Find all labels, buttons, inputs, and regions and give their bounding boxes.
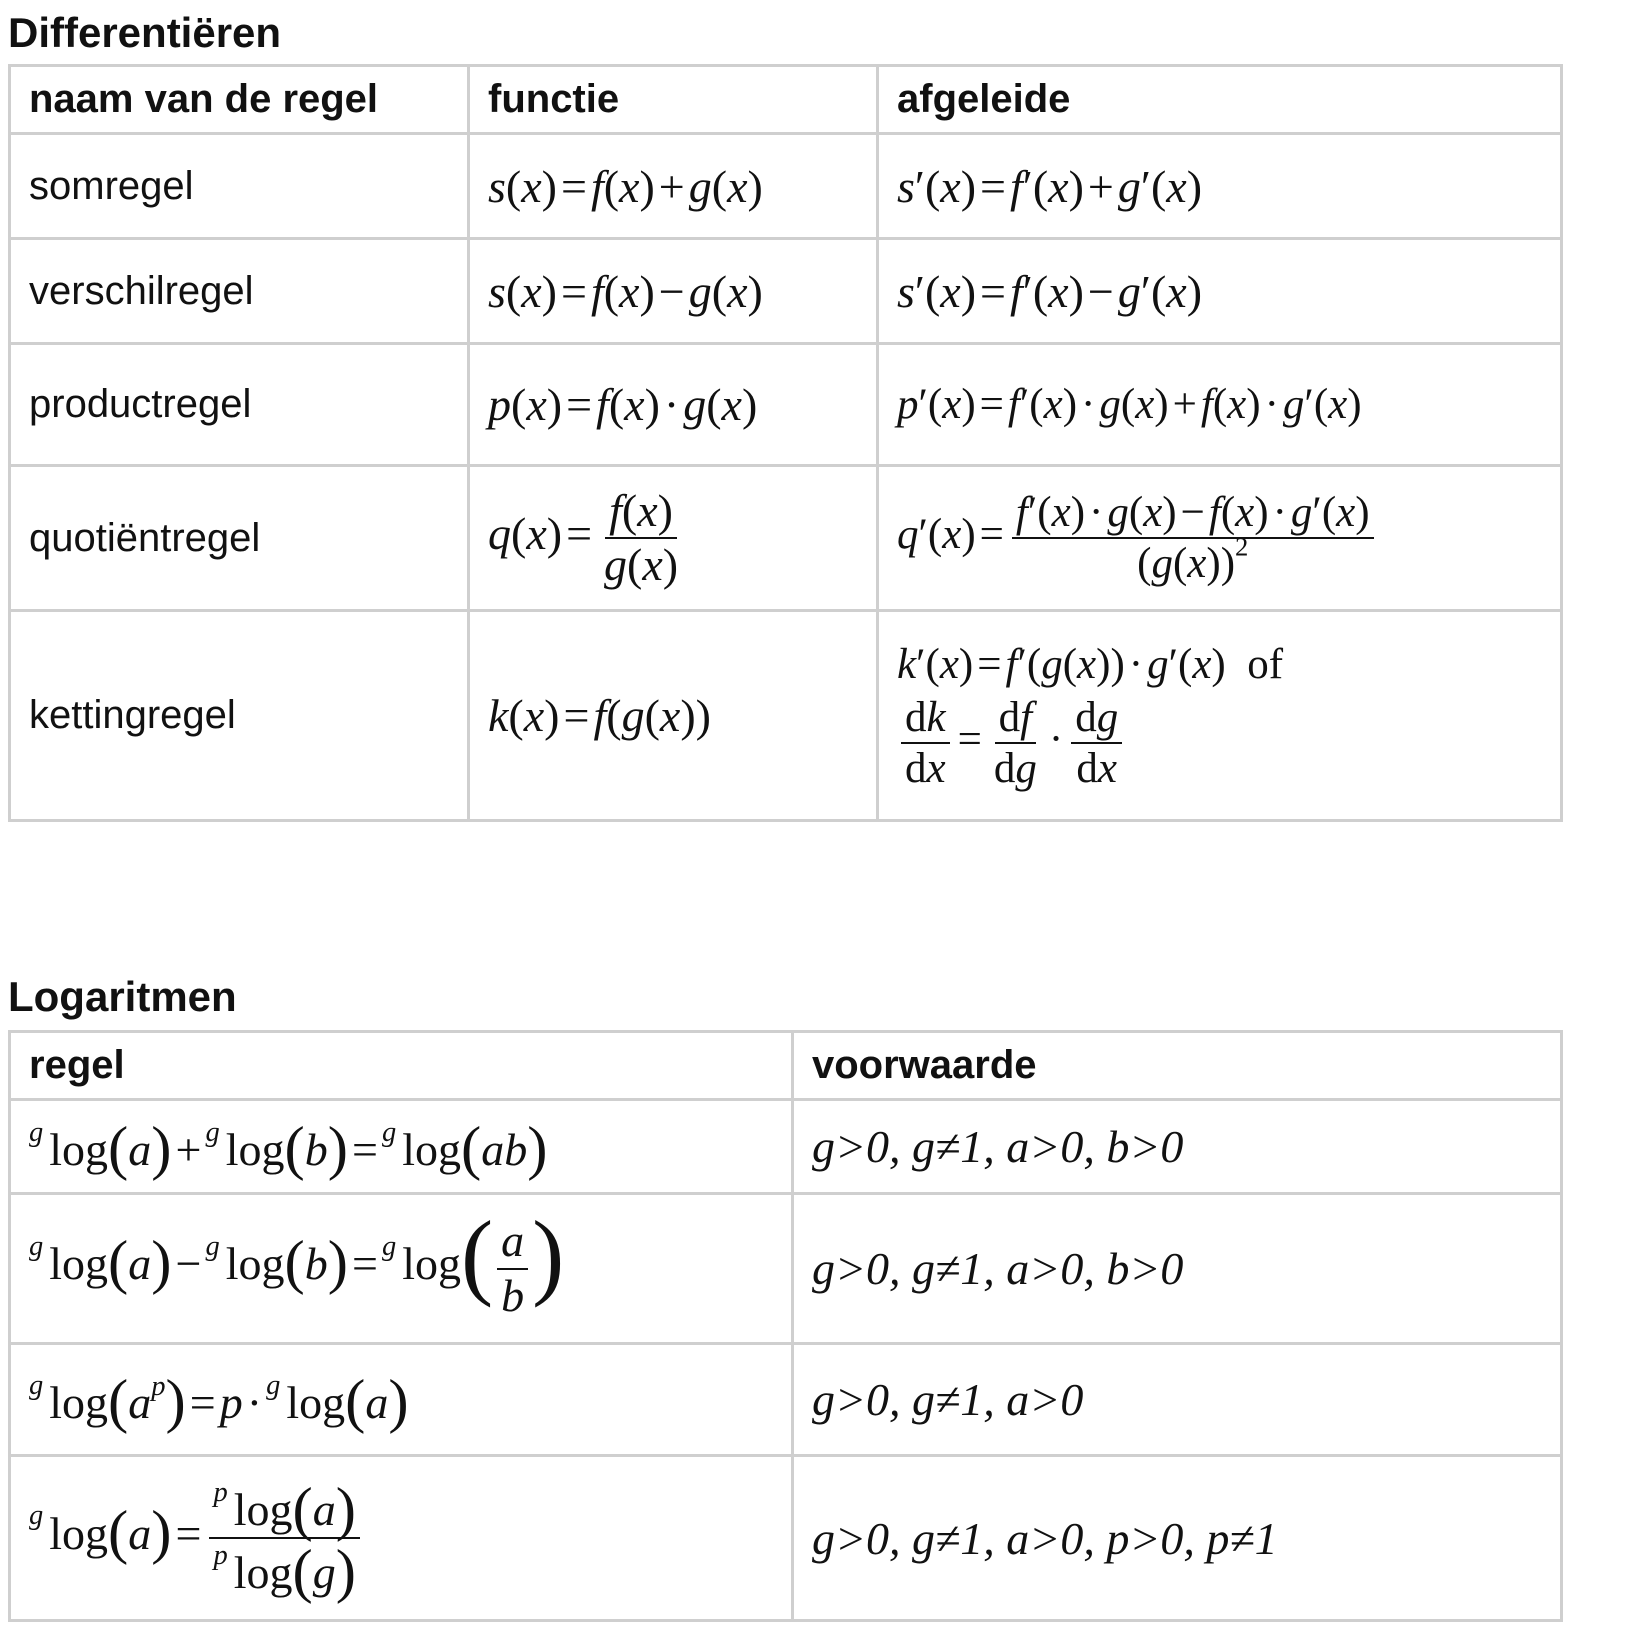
function-formula: q(x)= $\frac{f(x)}{g(x)}$: [469, 466, 878, 611]
table-row-productregel: [10, 344, 1562, 466]
rule-name: verschilregel: [10, 239, 469, 344]
header-rule: regel: [10, 1032, 793, 1100]
header-condition: voorwaarde: [793, 1032, 1562, 1100]
header-derivative: afgeleide: [878, 66, 1562, 134]
differentiation-table: [8, 64, 1563, 822]
table-row: [10, 1344, 1562, 1456]
table-row-verschilregel: [10, 239, 1562, 344]
table-row: [10, 1194, 1562, 1344]
logaritmen-title: Logaritmen: [8, 973, 237, 1020]
header-function: functie: [469, 66, 878, 134]
log-condition: g>0, g≠1, a>0: [793, 1344, 1562, 1456]
log-rule-formula: $^g$ log(a)− $^g$ log(b)= $^g$ log( $\frac{a}{b}$ ): [10, 1194, 793, 1344]
table-row-quotientregel: [10, 466, 1562, 611]
rule-name: productregel: [10, 344, 469, 466]
rule-name: kettingregel: [10, 611, 469, 821]
derivative-formula: q′(x)= $\frac{f'(x)\cdot g(x)-f(x)\cdot g'(x)}{(g(x))^2}$: [878, 466, 1562, 611]
differentieren-title: Differentiëren: [8, 9, 282, 56]
derivative-formula: s′(x)=f′(x)+g′(x): [878, 134, 1562, 239]
log-condition: g>0, g≠1, a>0, b>0: [793, 1194, 1562, 1344]
table-row: [10, 1100, 1562, 1194]
rule-name: somregel: [10, 134, 469, 239]
table-row-kettingregel: [10, 611, 1562, 821]
log-rule-formula: $^g$ log(a)+ $^g$ log(b)= $^g$ log(ab): [10, 1100, 793, 1194]
table-header-row: [10, 66, 1562, 134]
function-formula: s(x)=f(x)−g(x): [469, 239, 878, 344]
derivative-formula: p′(x)=f′(x)·g(x)+f(x)·g′(x): [878, 344, 1562, 466]
function-formula: k(x)=f(g(x)): [469, 611, 878, 821]
log-condition: g>0, g≠1, a>0, b>0: [793, 1100, 1562, 1194]
header-rule-name: naam van de regel: [10, 66, 469, 134]
log-condition: g>0, g≠1, a>0, p>0, p≠1: [793, 1456, 1562, 1621]
logarithm-table: [8, 1030, 1563, 1622]
rule-name: quotiëntregel: [10, 466, 469, 611]
log-rule-formula: $^g$ log(a)= $\frac{^p \log(a)}{^p \log(g)}$: [10, 1456, 793, 1621]
function-formula: p(x)=f(x)·g(x): [469, 344, 878, 466]
of-word: of: [1247, 640, 1284, 688]
table-header-row: [10, 1032, 1562, 1100]
table-row-somregel: [10, 134, 1562, 239]
derivative-formula: k′(x)=f′(g(x))·g′(x) of $\frac{dk}{dx}$ = $\frac{df}{dg}$ · $\frac{dg}{dx}$: [878, 611, 1562, 821]
log-rule-formula: $^g$ $\log(a^p)=p\cdot ^g$ log(a): [10, 1344, 793, 1456]
table-row: [10, 1456, 1562, 1621]
derivative-formula: s′(x)=f′(x)−g′(x): [878, 239, 1562, 344]
function-formula: s(x)=f(x)+g(x): [469, 134, 878, 239]
